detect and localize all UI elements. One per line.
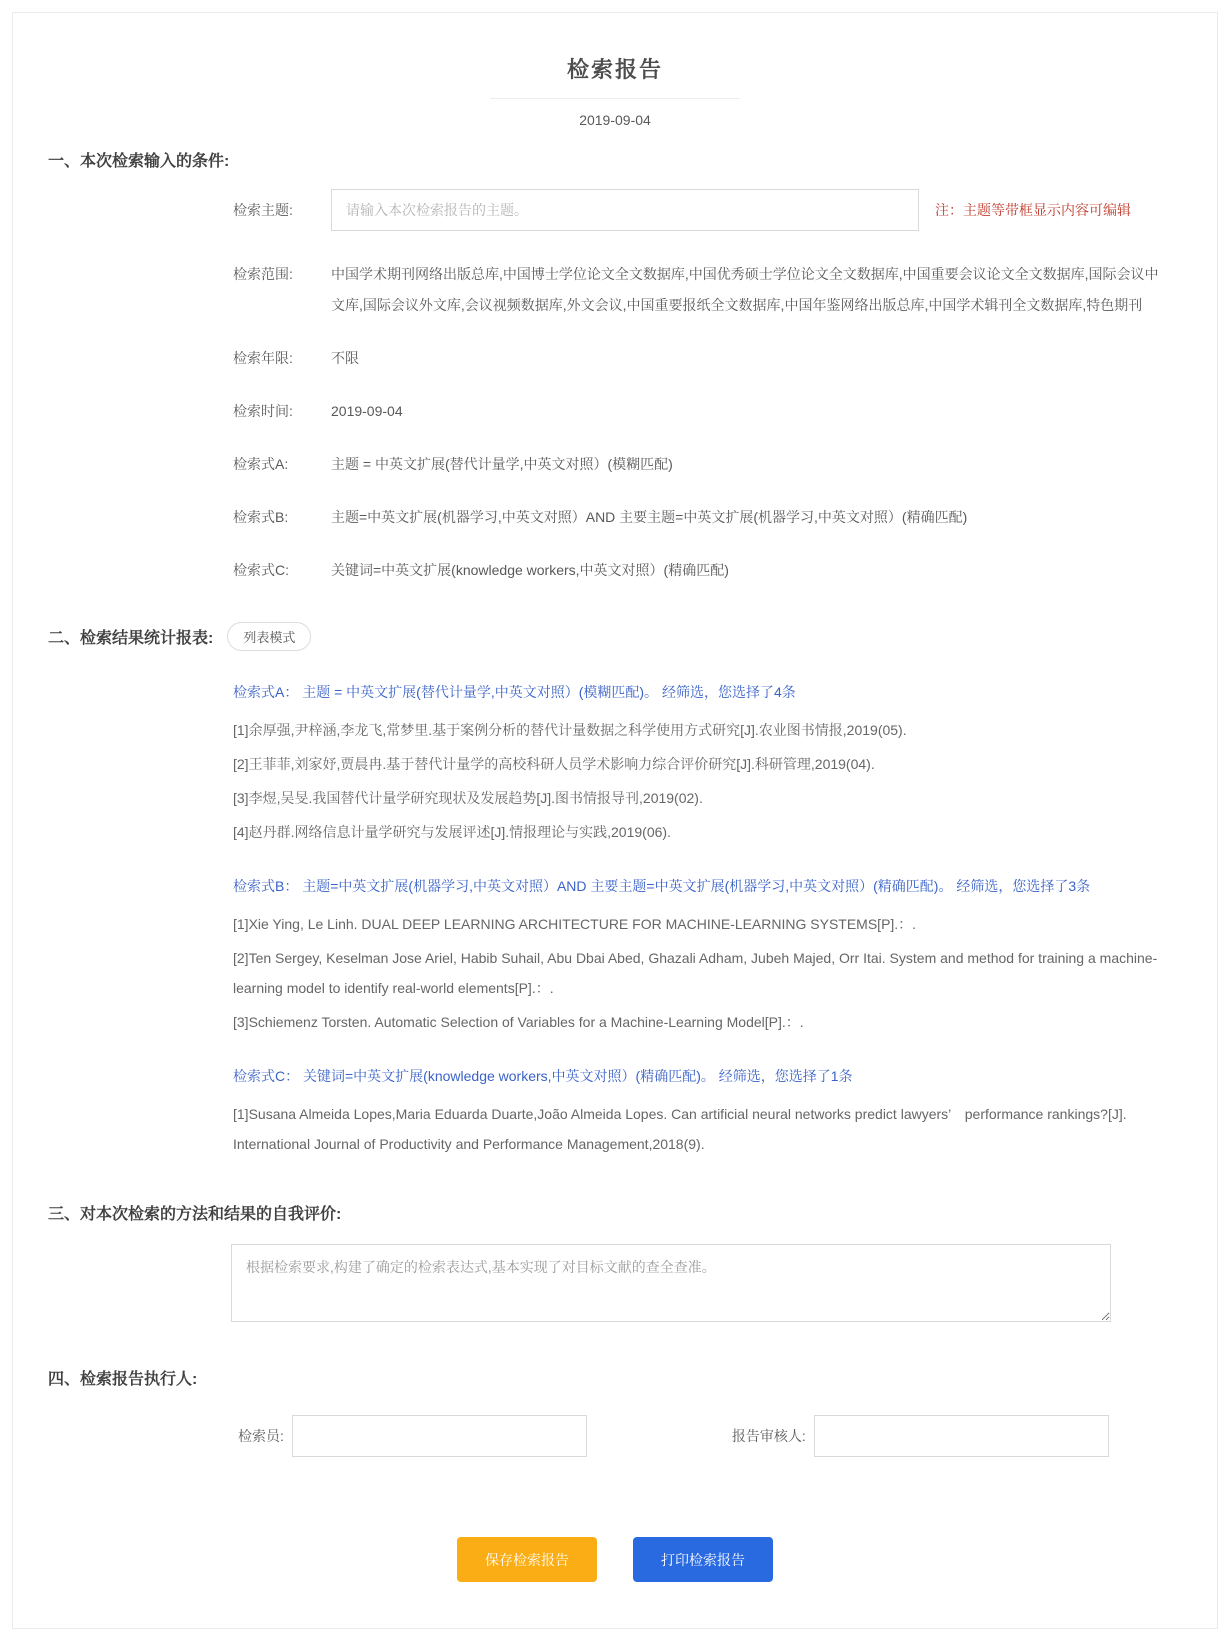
result-group-a — [233, 677, 1162, 847]
scope-row — [233, 259, 1162, 321]
section-results-heading — [48, 622, 1217, 651]
scope-value: 中国学术期刊网络出版总库,中国博士学位论文全文数据库,中国优秀硕士学位论文全文数据库,中国重要会议论文全文数据库,国际会议中文库,国际会议外文库,会议视频数据库,外文会议,中国重要报纸全文数据库,中国年鉴网络出版总库,中国学术辑刊全文数据库,特色期刊 — [331, 266, 1159, 313]
result-group-c-header: 检索式C： 关键词=中英文扩展(knowledge workers,中英文对照）(精确匹配)。 经筛选，您选择了1条 — [233, 1068, 853, 1084]
executor-row — [238, 1415, 1217, 1457]
reference-item: [2]王菲菲,刘家妤,贾晨冉.基于替代计量学的高校科研人员学术影响力综合评价研究[J].科研管理,2019(04). — [233, 756, 875, 772]
query-a-label: 检索式A: — [233, 456, 289, 472]
search-time-row — [233, 396, 1162, 427]
topic-label: 检索主题: — [233, 202, 293, 218]
search-time-label: 检索时间: — [233, 403, 293, 419]
reference-item: [4]赵丹群.网络信息计量学研究与发展评述[J].情报理论与实践,2019(06). — [233, 824, 671, 840]
title-divider — [490, 98, 740, 99]
page-title: 检索报告 — [566, 57, 663, 82]
result-group-b — [233, 871, 1162, 1037]
reviewer-label: 报告审核人: — [731, 1428, 806, 1444]
conditions-rows — [233, 189, 1162, 586]
section-results-heading-text: 二、检索结果统计报表: — [48, 630, 214, 647]
edit-note: 注：主题等带框显示内容可编辑 — [935, 202, 1131, 218]
reference-item: [1]Xie Ying, Le Linh. DUAL DEEP LEARNING ARCHITECTURE FOR MACHINE-LEARNING SYSTEMS[P].：. — [233, 916, 917, 932]
result-group-b-header: 检索式B： 主题=中英文扩展(机器学习,中英文对照）AND 主要主题=中英文扩展(机器学习,中英文对照）(精确匹配)。 经筛选，您选择了3条 — [233, 878, 1091, 894]
result-group-c — [233, 1061, 1162, 1159]
topic-row — [233, 189, 1162, 231]
actions-bar — [13, 1537, 1217, 1582]
searcher-input[interactable] — [292, 1415, 587, 1457]
query-c-value: 关键词=中英文扩展(knowledge workers,中英文对照）(精确匹配) — [331, 562, 729, 578]
query-b-value: 主题=中英文扩展(机器学习,中英文对照）AND 主要主题=中英文扩展(机器学习,中英文对照）(精确匹配) — [331, 509, 968, 525]
section-evaluation-heading: 三、对本次检索的方法和结果的自我评价: — [48, 1206, 342, 1223]
query-a-row — [233, 449, 1162, 480]
query-c-row — [233, 555, 1162, 586]
reference-item: [1]余厚强,尹梓涵,李龙飞,常梦里.基于案例分析的替代计量数据之科学使用方式研究[J].农业图书情报,2019(05). — [233, 722, 907, 738]
query-b-row — [233, 502, 1162, 533]
scope-label: 检索范围: — [233, 266, 293, 282]
topic-content — [331, 189, 1162, 231]
search-time-value: 2019-09-04 — [331, 403, 403, 419]
reference-item: [1]Susana Almeida Lopes,Maria Eduarda Duarte,João Almeida Lopes. Can artificial neural networks predict lawyers’ performance rankings?[J]. International Journal of Productivity and Performance Management,2018(9). — [233, 1106, 1131, 1152]
print-report-button[interactable]: 打印检索报告 — [633, 1537, 773, 1582]
query-a-value: 主题 = 中英文扩展(替代计量学,中英文对照）(模糊匹配) — [331, 456, 673, 472]
year-range-value: 不限 — [331, 350, 359, 366]
section-conditions-heading: 一、本次检索输入的条件: — [48, 153, 230, 170]
reference-item: [3]李煜,吴旻.我国替代计量学研究现状及发展趋势[J].图书情报导刊,2019(02). — [233, 790, 703, 806]
list-mode-button[interactable]: 列表模式 — [227, 622, 311, 651]
reviewer-input[interactable] — [814, 1415, 1109, 1457]
evaluation-textarea[interactable] — [231, 1244, 1111, 1322]
reference-item: [2]Ten Sergey, Keselman Jose Ariel, Habib Suhail, Abu Dbai Abed, Ghazali Adham, Jubeh Majed, Orr Itai. System and method for training a machine-learning model to identify real-world elements[P].：. — [233, 950, 1158, 996]
searcher-label: 检索员: — [238, 1428, 284, 1444]
query-c-label: 检索式C: — [233, 562, 289, 578]
result-group-a-header: 检索式A： 主题 = 中英文扩展(替代计量学,中英文对照）(模糊匹配)。 经筛选，您选择了4条 — [233, 684, 796, 700]
report-card — [12, 12, 1218, 1629]
section-executor-heading: 四、检索报告执行人: — [48, 1371, 198, 1388]
query-b-label: 检索式B: — [233, 509, 289, 525]
year-range-row — [233, 343, 1162, 374]
save-report-button[interactable]: 保存检索报告 — [457, 1537, 597, 1582]
reference-item: [3]Schiemenz Torsten. Automatic Selection of Variables for a Machine-Learning Model[P].：. — [233, 1014, 804, 1030]
topic-input[interactable] — [331, 189, 919, 231]
year-range-label: 检索年限: — [233, 350, 293, 366]
report-date: 2019-09-04 — [579, 112, 651, 128]
results-list — [233, 677, 1162, 1159]
